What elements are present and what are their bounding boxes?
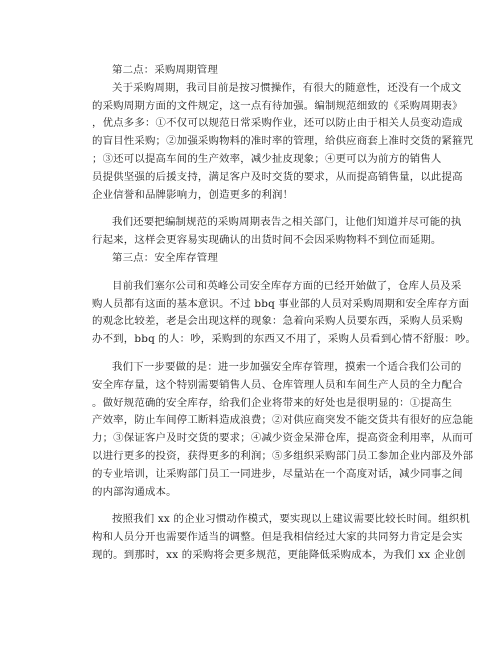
- section2-heading: 第二点：采购周期管理: [112, 64, 218, 76]
- spacer: [92, 268, 410, 278]
- text-line: 按照我们 xx 的企业习惯动作模式，要实现以上建议需要比较长时间。组织机: [112, 513, 471, 526]
- text-line: 的盲目性采购；②加强采购物料的准时率的管理，给供应商套上准时交货的紧箍咒: [92, 135, 474, 148]
- paragraph-conclusion: [92, 511, 471, 564]
- text-line: 企业信誉和品牌影响力，创造更多的利润！: [92, 188, 294, 201]
- text-line: 力；③保证客户及时交货的要求；④减少资金呆滞仓库，提高资金利用率，从而可: [92, 432, 474, 445]
- section3-heading: 第三点：安全库存管理: [112, 251, 218, 264]
- text-line: 办不到，bbq 的人：吵，采购到的东西又不用了，采购人员看到心情不舒服：吵。: [92, 333, 477, 346]
- document-body: [92, 62, 477, 565]
- paragraph-next-steps: [92, 359, 474, 501]
- text-line: 构和人员分开也需要作适当的调整。但是我相信经过大家的共同努力肯定是会实: [92, 531, 463, 544]
- spacer: [92, 204, 410, 214]
- paragraph-safety-stock-current: [92, 278, 477, 349]
- text-line: 的专业培训，让采购部门员工一同进步，尽量站在一个高度对话，减少同事之间: [92, 467, 463, 480]
- text-line: 以进行更多的投资，获得更多的利润；⑤多组织采购部门员工参加企业内部及外部: [92, 449, 474, 462]
- text-line: 现的。到那时，xx 的采购将会更多规范，更能降低采购成本，为我们 xx 企业创: [92, 548, 466, 561]
- text-line: 关于采购周期，我司目前是按习惯操作，有很大的随意性，还没有一个成文: [112, 81, 462, 94]
- text-line: 产效率，防止车间停工断料造成浪费；②对供应商突发不能交货共有很好的应急能: [92, 414, 474, 427]
- text-line: 的内部沟通成本。: [92, 485, 177, 498]
- spacer: [92, 349, 410, 359]
- text-line: 的采购周期方面的文件规定，这一点有待加强。编制规范细致的《采购周期表》: [92, 99, 463, 112]
- text-line: ；③还可以提高车间的生产效率，减少扯皮现象；④更可以为前方的销售人: [92, 152, 442, 165]
- text-line: 行起来，这样会更容易实现确认的出货时间不会因采购物料不到位而延期。: [92, 234, 442, 247]
- text-line: 购人员都有这面的基本意识。不过 bbq 事业部的人员对采购周期和安全库存方面: [92, 297, 470, 310]
- text-line: ，优点多多：①不仅可以规范日常采购作业，还可以防止由于相关人员变动造成: [92, 117, 463, 130]
- paragraph-purchase-cycle: [92, 80, 474, 205]
- paragraph-cycle-table: [92, 214, 462, 250]
- text-line: 目前我们塞尔公司和英峰公司安全库存方面的已经开始做了，仓库人员及采: [112, 279, 462, 292]
- text-line: 安全库存量，这个特别需要销售人员、仓库管理人员和车间生产人员的全力配合: [92, 378, 463, 391]
- spacer: [92, 501, 410, 511]
- text-line: 我们还要把编制规范的采购周期表告之相关部门，让他们知道并尽可能的执: [112, 216, 462, 229]
- text-line: 员提供坚强的后援支持，满足客户及时交货的要求，从而提高销售量，以此提高: [92, 170, 463, 183]
- text-line: 。做好规范确的安全库存，给我们企业将带来的好处也是很明显的：①提高生: [92, 396, 453, 409]
- text-line: 我们下一步要做的是：进一步加强安全库存管理，摸索一个适合我们公司的: [112, 360, 462, 373]
- text-line: 的观念比较差，老是会出现这样的现象：急着向采购人员要东西，采购人员采购: [92, 315, 463, 328]
